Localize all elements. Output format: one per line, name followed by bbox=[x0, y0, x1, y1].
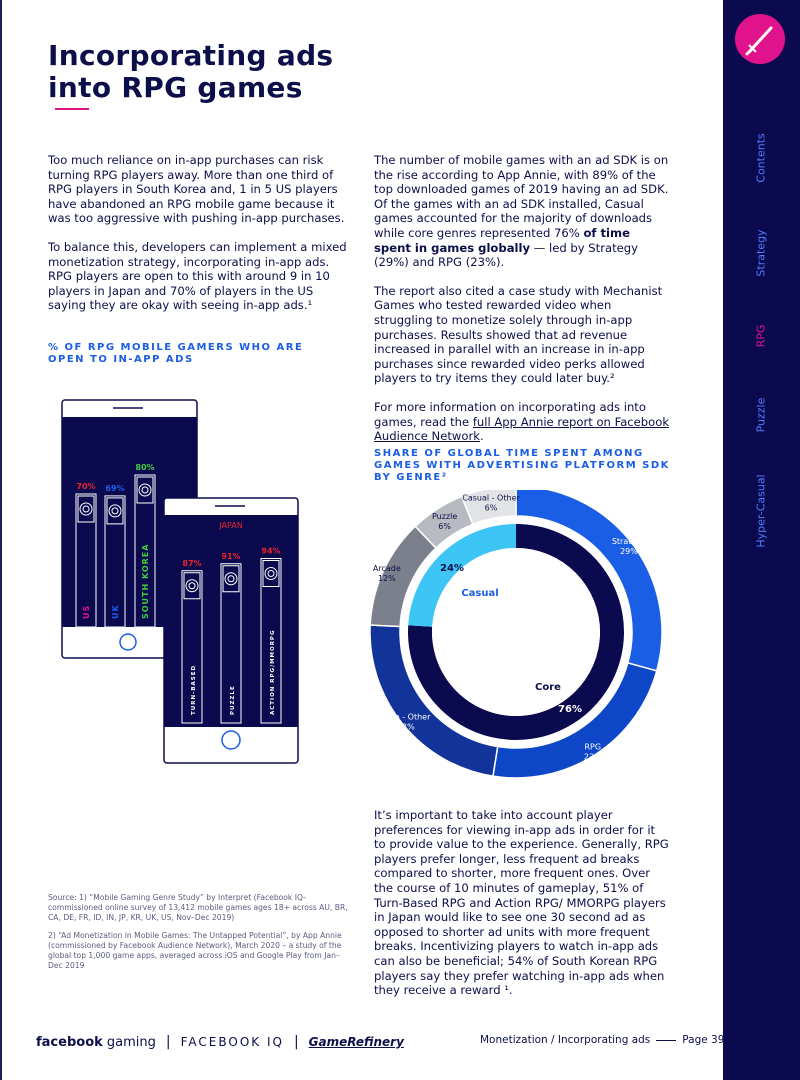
right-paragraph-3 bbox=[374, 400, 670, 444]
slice-value-rpg: 23% bbox=[583, 752, 602, 762]
sidebar-item-rpg[interactable]: RPG bbox=[754, 324, 768, 348]
gamerefinery-logo: GameRefinery bbox=[308, 1035, 404, 1049]
facebook-gaming-logo-light: gaming bbox=[102, 1034, 156, 1050]
footer-separator-2: | bbox=[293, 1034, 299, 1050]
left-paragraph-2: To balance this, developers can implement a mixed monetization strategy, incorporating in-app ads. RPG players are open to this with around 9 in 10 players in Japan and 70% of players in the US saying they are okay with seeing in-app ads.¹ bbox=[48, 239, 347, 313]
sidebar-item-strategy[interactable]: Strategy bbox=[754, 229, 768, 277]
phone-bar-chart bbox=[55, 395, 315, 775]
category-label-action-rpg-mmorpg: ACTION RPG/MMORPG bbox=[270, 629, 276, 715]
sidebar-nav bbox=[723, 0, 800, 1080]
page-info-dash bbox=[656, 1040, 676, 1041]
footer-logos bbox=[36, 1034, 404, 1050]
category-label-us: US bbox=[82, 604, 91, 619]
facebook-gaming-logo-bold: facebook bbox=[36, 1034, 103, 1050]
section-breadcrumb: Monetization / Incorporating ads bbox=[480, 1034, 651, 1046]
sidebar-item-contents[interactable]: Contents bbox=[754, 133, 768, 183]
slice-value-core-other: 23% bbox=[396, 722, 415, 732]
slice-label-puzzle: Puzzle bbox=[431, 511, 458, 521]
value-label-turn-based: 87% bbox=[182, 558, 202, 568]
slice-label-core-other: Core - Other bbox=[381, 712, 431, 722]
slice-value-strategy: 29% bbox=[620, 547, 638, 557]
right-paragraph-1 bbox=[374, 153, 670, 270]
value-label-puzzle: 91% bbox=[221, 551, 241, 561]
page-title: Incorporating ads into RPG games bbox=[48, 39, 334, 104]
inner-label-core: Core bbox=[535, 682, 561, 693]
value-label-south-korea: 80% bbox=[135, 463, 155, 472]
slice-value-casual-other: 6% bbox=[484, 503, 498, 513]
page-number: Page 39 bbox=[682, 1034, 725, 1046]
right-paragraph-1-end: — led by Strategy (29%) and RPG (23%). bbox=[374, 240, 638, 270]
bottom-paragraph: It’s important to take into account player preferences for viewing in-app ads in order for it to provide value to the experience. Generally, RPG players prefer longer, less frequent ad breaks compared to shorter, more frequent ones. Over the course of 10 minutes of gameplay, 51% of Turn-Based RPG and Action RPG/ MMORPG players in Japan would like to see one 30 second ad as opposed to shorter ad units with more frequent breaks. Incentivizing players to watch in-app ads can also be beneficial; 54% of South Korean RPG players say they prefer watching in-app ads when they receive a reward ¹. bbox=[374, 808, 669, 998]
value-label-us: 70% bbox=[76, 482, 96, 491]
category-label-puzzle: PUZZLE bbox=[230, 685, 236, 715]
phone-chart-heading: % OF RPG MOBILE GAMERS WHO ARE OPEN TO IN-APP ADS bbox=[48, 342, 304, 365]
japan-label: JAPAN bbox=[219, 521, 243, 530]
app-annie-report-link[interactable]: full App Annie report on Facebook Audience Network bbox=[374, 414, 670, 444]
right-paragraph-1-bold: of time spent in games globally bbox=[374, 225, 630, 255]
page-border bbox=[0, 0, 2, 1080]
slice-label-casual-other: Casual - Other bbox=[462, 493, 520, 503]
value-label-uk: 69% bbox=[105, 483, 125, 493]
genre-donut-chart bbox=[370, 490, 670, 780]
footer-separator-1: | bbox=[165, 1034, 171, 1050]
slice-label-rpg: RPG bbox=[584, 742, 602, 752]
facebook-gaming-logo bbox=[36, 1035, 156, 1050]
sword-icon bbox=[735, 14, 785, 64]
facebook-iq-logo: FACEBOOK IQ bbox=[180, 1035, 284, 1049]
category-label-south-korea: SOUTH KOREA bbox=[141, 543, 150, 619]
right-column bbox=[374, 153, 670, 444]
slice-value-arcade: 12% bbox=[377, 574, 396, 584]
value-label-action-rpg-mmorpg: 94% bbox=[261, 546, 281, 556]
sidebar-item-puzzle[interactable]: Puzzle bbox=[754, 397, 768, 433]
left-paragraph-1: Too much reliance on in-app purchases can risk turning RPG players away. More than one third of RPG players in South Korea and, 1 in 5 US players have abandoned an RPG mobile game because it was too aggressive with pushing in-app purchases. bbox=[48, 153, 345, 226]
title-underline bbox=[55, 108, 89, 110]
left-column bbox=[48, 153, 348, 313]
right-paragraph-2: The report also cited a case study with Mechanist Games who tested rewarded video when struggling to monetize solely through in-app purchases. Results showed that ad revenue increased in parallel with an increase in in-app purchases since rewarded video perks allowed players to try items they could later buy.² bbox=[374, 283, 663, 386]
inner-label-casual: Casual bbox=[461, 588, 499, 599]
slice-label-arcade: Arcade bbox=[372, 564, 401, 574]
source-note-2: 2) “Ad Monetization in Mobile Games: The Untapped Potential”, by App Annie (commissioned by Facebook Audience Network), March 2020 – a study of the global top 1,000 game apps, averaged across iOS and Google Play from Jan–Dec 2019 bbox=[48, 931, 342, 970]
page-info bbox=[480, 1034, 724, 1046]
sidebar-item-hyper-casual[interactable]: Hyper-Casual bbox=[754, 474, 768, 548]
slice-value-puzzle: 6% bbox=[438, 521, 451, 531]
pie-chart-heading: SHARE OF GLOBAL TIME SPENT AMONG GAMES WITH ADVERTISING PLATFORM SDK BY GENRE² bbox=[374, 448, 670, 483]
category-label-uk: UK bbox=[111, 604, 120, 619]
slice-label-strategy: Strategy bbox=[611, 537, 647, 547]
category-label-turn-based: TURN-BASED bbox=[191, 664, 197, 715]
source-notes bbox=[48, 893, 348, 971]
right-paragraph-3-text: For more information on incorporating ads into games, read the bbox=[374, 399, 646, 429]
right-paragraph-1-text: The number of mobile games with an ad SDK is on the rise according to App Annie, with 89% of the top downloaded games of 2019 having an ad SDK. Of the games with an ad SDK installed, Casual games accounted for the majority of downloads while core genres represented 76% bbox=[374, 153, 669, 240]
inner-value-casual: 24% bbox=[440, 563, 464, 574]
right-paragraph-3-end: . bbox=[479, 429, 484, 444]
source-note-1: Source: 1) “Mobile Gaming Genre Study” by Interpret (Facebook IQ-commissioned online survey of 13,412 mobile games ages 18+ across AU, BR, CA, DE, FR, ID, IN, JP, KR, UK, US, Nov–Dec 2019) bbox=[48, 893, 348, 922]
inner-value-core: 76% bbox=[558, 704, 582, 715]
